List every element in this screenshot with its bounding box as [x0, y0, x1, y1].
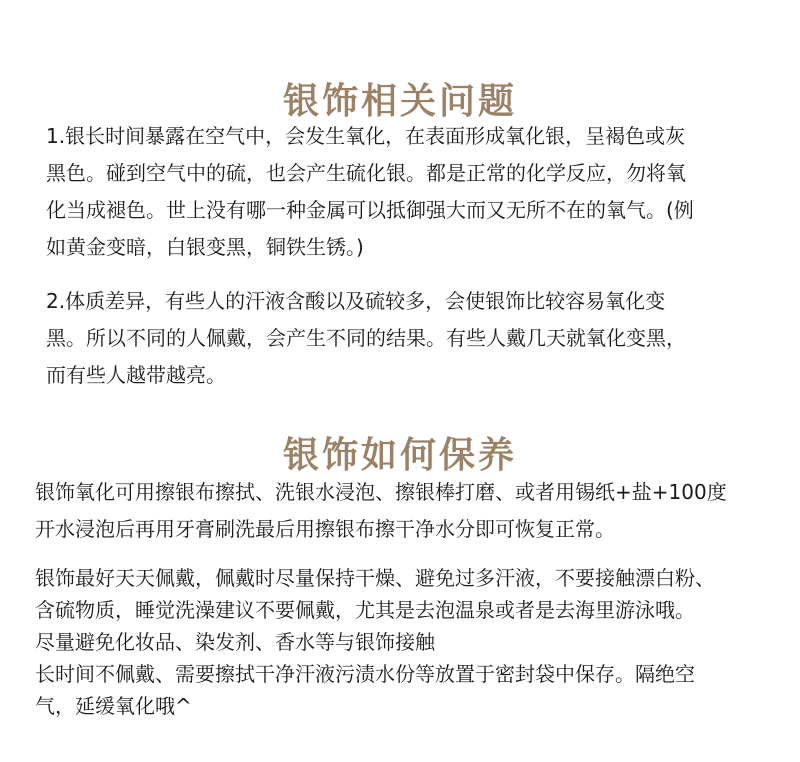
text-line: 2.体质差异，有些人的汗液含酸以及硫较多，会使银饰比较容易氧化变: [46, 289, 666, 313]
text-line: 长时间不佩戴、需要擦拭干净汗液污渍水份等放置于密封袋中保存。隔绝空: [35, 662, 695, 686]
text-line: 黑色。碰到空气中的硫，也会产生硫化银。都是正常的化学反应，勿将氧: [46, 161, 686, 185]
section-title-silver-issues: 银饰相关问题: [282, 81, 517, 123]
paragraph-body-difference: [46, 283, 686, 394]
text-line: 开水浸泡后再用牙膏刷洗最后用擦银布擦干净水分即可恢复正常。: [35, 517, 615, 541]
text-line: 如黄金变暗，白银变黑，铜铁生锈。): [46, 235, 364, 259]
text-line: 银饰最好天天佩戴，佩戴时尽量保持干燥、避免过多汗液，不要接触漂白粉、: [35, 566, 715, 590]
text-line: 而有些人越带越亮。: [46, 363, 226, 387]
text-line: 化当成褪色。世上没有哪一种金属可以抵御强大而又无所不在的氧气。(例: [46, 198, 694, 222]
paragraph-cleaning: [35, 474, 727, 548]
text-line: 气，延缓氧化哦^: [35, 694, 192, 718]
text-line: 黑。所以不同的人佩戴，会产生不同的结果。有些人戴几天就氧化变黑，: [46, 326, 686, 350]
text-line: 1.银长时间暴露在空气中，会发生氧化，在表面形成氧化银，呈褐色或灰: [46, 124, 686, 148]
text-line: 含硫物质，睡觉洗澡建议不要佩戴，尤其是去泡温泉或者是去海里游泳哦。: [35, 598, 695, 622]
paragraph-care-tips: [35, 562, 715, 722]
text-line: 尽量避免化妆品、染发剂、香水等与银饰接触: [35, 630, 435, 654]
paragraph-oxidation: [46, 118, 694, 266]
text-line: 银饰氧化可用擦银布擦拭、洗银水浸泡、擦银棒打磨、或者用锡纸+盐+100度: [35, 480, 727, 504]
section-title-maintenance: 银饰如何保养: [282, 435, 517, 477]
